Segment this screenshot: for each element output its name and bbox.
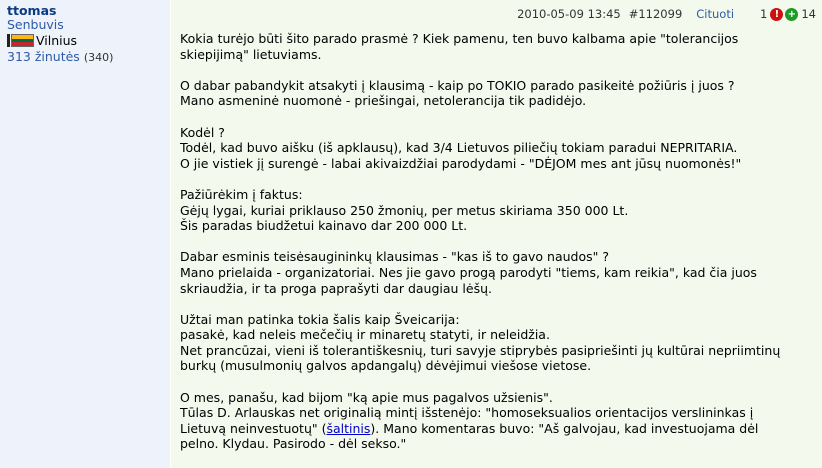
vote-up-icon[interactable]: + (785, 8, 798, 21)
vote-down-icon[interactable]: ! (770, 8, 783, 21)
post-line: Mano asmeninė nuomonė - priešingai, netolerancija tik padidėjo. (180, 93, 587, 109)
author-posts (7, 49, 113, 64)
post-line: O mes, panašu, kad bijom "ką apie mus pagalvos užsienis". (180, 389, 553, 405)
post-paragraph (180, 187, 816, 234)
post-body (180, 31, 816, 468)
post-line: skiepijimą" lietuviams. (180, 46, 322, 62)
author-rank: Senbuvis (7, 17, 64, 32)
post-line: Net prancūzai, vieni iš tolerantiškesnių, turi savyje stiprybės pasipriešinti jų kultūrai nepriimtinų (180, 342, 781, 358)
lithuania-flag-icon (7, 34, 34, 47)
post-number[interactable]: #112099 (628, 7, 683, 21)
post-paragraph (180, 312, 816, 374)
post-header (517, 7, 816, 21)
post-line: O dabar pabandykit atsakyti į klausimą - kaip po TOKIO parado pasikeitė požiūris į juos ? (180, 77, 735, 93)
plus-count: 14 (801, 7, 816, 21)
post-line: Pažiūrėkim į faktus: (180, 186, 303, 202)
post-line: Gėjų lygai, kuriai priklauso 250 žmonių, per metus skiriama 350 000 Lt. (180, 202, 629, 218)
post-line: Šis paradas biudžetui kainavo dar 200 000 Lt. (180, 218, 468, 234)
minus-count: 1 (760, 7, 768, 21)
quote-button[interactable]: Cituoti (696, 7, 735, 21)
post-line: O jie vistiek jį surengė - labai akivaizdžiai parodydami - "DĖJOM mes ant jūsų nuomonės!" (180, 155, 742, 171)
location-label: Vilnius (36, 33, 78, 48)
author-location (7, 33, 77, 48)
post-line: Mano prielaida - organizatoriai. Nes jie gavo progą parodyti "tiems, kam reikia", kad čia juos (180, 264, 757, 280)
post-line: Todėl, kad buvo aišku (iš apklausų), kad 3/4 Lietuvos piliečių tokiam paradui NEPRITARIA. (180, 140, 738, 156)
post-line: Kodėl ? (180, 124, 225, 140)
post-paragraph (180, 78, 816, 109)
post-line: pelno. Klydau. Pasirodo - dėl sekso." (180, 436, 407, 452)
post-line: Tūlas D. Arlauskas net originalią mintį išstenėjo: "homoseksualios orientacijos verslininkas į (180, 405, 754, 421)
post-line: skriaudžia, ir ta proga paprašyti dar daugiau lėšų. (180, 280, 492, 296)
post-line: Dabar esminis teisėsaugininkų klausimas - "kas iš to gavo naudos" ? (180, 249, 609, 265)
source-link[interactable]: šaltinis (326, 420, 371, 436)
post-date: 2010-05-09 13:45 (517, 7, 621, 21)
post-paragraph (180, 125, 816, 172)
author-name[interactable]: ttomas (7, 3, 57, 18)
post-paragraph (180, 31, 816, 62)
post-line: Lietuvą neinvestuotų" (šaltinis). Mano komentaras buvo: "Aš galvojau, kad investuojama dėl (180, 420, 759, 436)
post-paragraph (180, 249, 816, 296)
author-posts-count: (340) (83, 51, 114, 64)
author-posts-link[interactable]: 313 žinutės (7, 49, 80, 64)
author-sidebar (0, 0, 170, 468)
post-panel (171, 0, 822, 468)
post-line: Kokia turėjo būti šito parado prasmė ? Kiek pamenu, ten buvo kalbama apie "tolerancijos (180, 31, 739, 46)
post-line: pasakė, kad neleis mečečių ir minaretų statyti, ir neleidžia. (180, 327, 550, 343)
post-line: Užtai man patinka tokia šalis kaip Šveicarija: (180, 311, 460, 327)
post-paragraph (180, 390, 816, 452)
post-line: burkų (musulmonių galvos apdangalų) dėvėjimui viešose vietose. (180, 358, 592, 374)
